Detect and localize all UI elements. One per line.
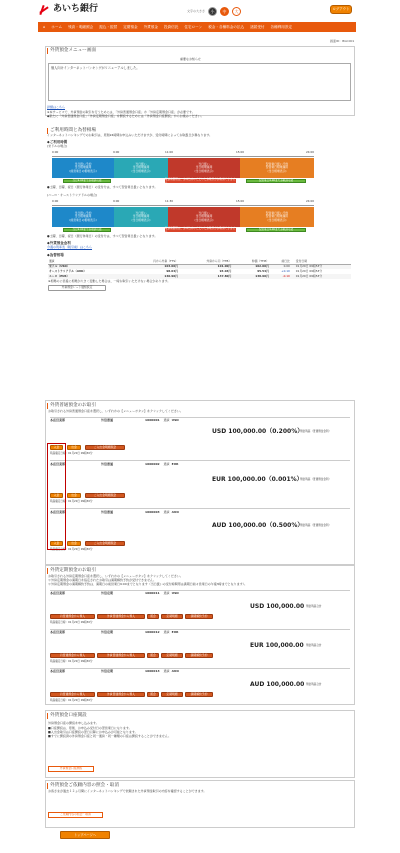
nav-item-foreign-deposit[interactable]: 外貨預金 (143, 24, 158, 29)
hours-us-label: (米ドルの場合) (47, 144, 68, 148)
td-balance-3: AUD 100,000.00 (250, 681, 305, 688)
hours-eu-label: (ユーロ・オーストラリアドルの場合) (47, 193, 98, 197)
interest-note[interactable]: 今週の利率表（税引前）はこちら (47, 245, 93, 249)
info-line-2: ◆新たに「外貨普通預金口座」「外貨定期預金口座」を開設するためには「外貨預金口座開設」からお進みください。 (47, 114, 204, 118)
account-branch: 本店営業部 (50, 418, 66, 422)
timeline-us (52, 158, 314, 178)
rate-tts: 98.04円 (166, 268, 178, 273)
font-medium-button[interactable]: 中 (220, 7, 229, 16)
account-currency: AUD (171, 510, 179, 514)
notice-title: 重要なお知らせ (180, 57, 201, 61)
cancel-ok-bar-1: 当日9:00までお取消可能 (63, 179, 111, 183)
bank-mark-icon (38, 4, 49, 15)
rate-currency: 米ドル（USD） (49, 264, 70, 269)
rate-time: 01月20日 09時53分 (295, 268, 323, 273)
history-button[interactable]: ご入出金明細照会 (85, 445, 125, 450)
rate-tts: 103.00円 (164, 264, 178, 269)
timeline-eu-box-3: 当日扱い 当日相場適用 (当日相場表示) (168, 207, 240, 227)
maturity-cancel-button[interactable]: 満期解約予約 (185, 653, 213, 658)
account-type: 外貨定期 (101, 630, 114, 634)
rate-ttm: 138.90円 (255, 273, 269, 278)
td-updated-2: 残高確定日時：01月20日 09時30分 (50, 660, 93, 663)
header (0, 0, 400, 22)
interest-title: ◆外貨預金金利 (47, 241, 71, 245)
ord-balance-note-3: 預金残高（普通預金金利） (300, 524, 332, 527)
timeline-eu-box-2: 当日扱い 当日相場適用 (当日相場表示) (114, 207, 168, 227)
bank-logo[interactable] (38, 4, 98, 15)
rate-note: ※相場の公表後に相場が大きく変動した場合は、一時お取引いただけない場合があります。 (48, 279, 171, 283)
rate-header: 前日比 (281, 258, 290, 263)
rate-alert-button[interactable]: 外貨預金レート通知設定 (48, 285, 106, 291)
account-currency-label: 通貨 (163, 462, 170, 466)
timeline-box-2: 当日扱い 当日相場適用 (当日相場表示) (114, 158, 168, 178)
maturity-cancel-button[interactable]: 満期解約予約 (185, 614, 213, 619)
cancel-ok-bar-eu-1: 当日9:00までお取消可能 (63, 228, 111, 232)
withdraw-button[interactable]: 出金 (67, 445, 81, 450)
open-line-1: 外貨預金口座の開設を申し込みます。 (48, 721, 99, 725)
time-deposit-title: 外貨定期預金のお取引 (47, 568, 96, 574)
nav-item-home[interactable]: ホーム (51, 24, 63, 29)
time-details-button[interactable]: 定期明細 (161, 653, 183, 658)
hours-footnote-us: ●土曜、日曜、祝日（銀行休業日）の受付分は、すべて翌営業日扱いとなります。 (47, 185, 158, 189)
time-deposit-desc: お取引される外貨定期預金口座を選択し、いずれかの【メニューボタン】をクリックしてください。 (48, 574, 183, 578)
hours-title: ご利用時間と為替相場 (47, 128, 96, 134)
rate-title: ◆為替相場 (47, 253, 64, 257)
td-account-2-head (50, 631, 178, 635)
nav-item-settings[interactable]: 各種利用設定 (270, 24, 293, 29)
ord-balance-1: USD 100,000.00（0.200%） (212, 428, 304, 435)
account-branch: 本店営業部 (50, 630, 66, 634)
cancel-ok-bar-eu-2: 翌営業日9:00までお取消可能 (246, 228, 306, 232)
font-size-label: 文字の大きさ (187, 8, 206, 13)
inquiry-button[interactable]: 照会 (147, 692, 159, 697)
account-currency: USD (171, 418, 179, 422)
deposit-button[interactable]: 入金 (50, 445, 63, 450)
td-account-3-head (50, 670, 179, 674)
rate-diff: 0.00 (283, 264, 290, 269)
ordinary-title: 外貨普通預金のお取引 (47, 403, 96, 409)
time-eu-3: 15:00 (236, 199, 245, 203)
history-inquiry-button[interactable]: ご依頼内容の照会・取消 (48, 812, 103, 818)
deposit-from-foreign-button[interactable]: 外貨普通預金から預入 (97, 614, 145, 619)
time-4: 24:00 (306, 150, 315, 154)
deposit-button[interactable]: 入金 (50, 493, 63, 498)
inquiry-button[interactable]: 照会 (147, 614, 159, 619)
bank-name: あいち銀行 (53, 4, 99, 14)
withdraw-button[interactable]: 出金 (67, 541, 81, 546)
rate-tts: 140.90円 (164, 273, 178, 278)
account-branch: 本店営業部 (50, 462, 66, 466)
nav-item-time-deposit[interactable]: 定期預金 (123, 24, 138, 29)
time-eu-2: 11:30 (165, 199, 174, 203)
cancel-ng-bar: 取消時間帯は、お申込みいただいたお取引がお取消できません (165, 177, 236, 184)
td-balance-note-1: 預金残高合計 (306, 605, 322, 608)
rate-diff: -0.10 (282, 273, 290, 278)
account-currency: AUD (171, 669, 179, 673)
rate-time: 01月20日 09時53分 (295, 264, 323, 269)
account-number: 1000002 (145, 462, 160, 466)
rate-currency: オーストラリアドル（AUD） (49, 268, 87, 273)
table-row (48, 274, 351, 279)
history-button[interactable]: ご入出金明細照会 (85, 493, 125, 498)
account-currency-label: 通貨 (163, 669, 170, 673)
deposit-from-foreign-button[interactable]: 外貨普通預金から預入 (97, 692, 145, 697)
history-desc: お客さまが過去１２ヵ月間にインターネットバンキングで依頼された外貨預金取引の内容を確認することができます。 (48, 789, 207, 793)
cancel-ok-bar-2: 翌営業日9:00までお取消可能 (246, 179, 306, 183)
ord-account-3-head (50, 511, 179, 515)
timeline-box-1: 当日扱い予約 当日相場適用 (前営業日の相場表示) (52, 158, 114, 178)
deposit-from-foreign-button[interactable]: 外貨普通預金から預入 (97, 653, 145, 658)
rate-header: 円から外貨（TTS） (153, 258, 178, 263)
notice-more-link[interactable]: 詳細はこちら (47, 105, 66, 109)
time-1: 9:00 (113, 150, 120, 154)
rate-currency: ユーロ（EUR） (49, 273, 70, 278)
history-title: 外貨預金ご依頼内容の照会・取消 (47, 783, 119, 789)
td-account-1-head (50, 592, 179, 596)
page-title: 外貨預金メニュー画面 (47, 48, 96, 54)
account-number: 1000011 (145, 591, 160, 595)
rate-diff: +0.10 (281, 268, 290, 273)
td-balance-2: EUR 100,000.00 (250, 642, 304, 649)
ord-balance-note-2: 預金残高（普通預金金利） (300, 478, 332, 481)
open-account-button[interactable]: 外貨預金口座開設 (48, 766, 94, 772)
time-3: 15:00 (236, 150, 245, 154)
account-currency-label: 通貨 (163, 418, 170, 422)
global-nav (38, 22, 356, 32)
deposit-from-yen-button[interactable]: 円普通預金から預入 (50, 692, 95, 697)
font-large-button[interactable]: 大 (232, 7, 241, 16)
timeline-eu-box-4: 翌営業日扱い予約 翌営業日相場適用 (当日相場表示) (240, 207, 314, 227)
logout-button[interactable]: ログアウト (330, 5, 352, 14)
time-2: 11:00 (165, 150, 174, 154)
account-number: 1000013 (145, 669, 160, 673)
account-number: 1000001 (145, 418, 160, 422)
time-eu-4: 24:00 (306, 199, 315, 203)
deposit-from-yen-button[interactable]: 円普通預金から預入 (50, 614, 95, 619)
home-icon: ⌂ (43, 24, 46, 29)
font-size-switcher (187, 7, 241, 16)
nav-item-requests[interactable]: 諸届受付 (250, 24, 265, 29)
ord-balance-note-1: 預金残高（普通預金金利） (300, 430, 332, 433)
rate-header: 通貨 (49, 258, 55, 263)
timeline-axis (52, 156, 314, 157)
td-balance-1: USD 100,000.00 (250, 603, 305, 610)
hours-subtitle: ◆ご利用時間 (47, 140, 68, 144)
timeline-eu (52, 207, 314, 227)
notice-body: 個人向けインターネットバンキングがリニューアルしました。 (51, 66, 140, 70)
ord-balance-2: EUR 100,000.00（0.001%） (212, 476, 303, 483)
timeline-box-4: 翌営業日扱い予約 翌営業日相場適用 (当日相場表示) (240, 158, 314, 178)
account-type: 外貨普通 (101, 510, 114, 514)
td-updated-1: 残高確定日時：01月20日 09時30分 (50, 621, 93, 624)
deposit-button[interactable]: 入金 (50, 541, 63, 546)
ord-updated-2: 残高確定日時：01月20日 09時30分 (50, 500, 93, 503)
rate-header: 受付日時 (295, 258, 307, 263)
rate-table (48, 259, 351, 279)
timeline-box-3: 当日扱い 当日相場適用 (当日相場表示) (168, 158, 240, 178)
account-currency-label: 通貨 (163, 591, 170, 595)
td-balance-note-2: 預金残高合計 (306, 644, 322, 647)
account-currency: EUR (171, 630, 179, 634)
nav-item-balance[interactable]: 残高・明細照会 (68, 24, 94, 29)
time-deposit-note-2: ＊外貨定期預金の満期解約予約は、満期日の前営業日9:00までとなります（当日扱いの受付時間帯は満期日前々営業日の午後3時までとなります）。 (48, 582, 248, 586)
deposit-from-yen-button[interactable]: 円普通預金から預入 (50, 653, 95, 658)
time-details-button[interactable]: 定期明細 (161, 692, 183, 697)
time-eu-1: 9:00 (113, 199, 120, 203)
screen-id: 画面ID：BGC001 (330, 39, 355, 43)
time-deposit-note-1: ＊外貨定期預金の満期日を指定されたお取引は満期解約予約が受付できません。 (48, 578, 157, 582)
font-small-button[interactable]: 小 (208, 7, 217, 16)
account-currency: USD (171, 591, 179, 595)
highlight-deposit-buttons (47, 443, 66, 550)
nav-item-housing-loan[interactable]: 住宅ローン (184, 24, 203, 29)
rate-ttb: 137.80円 (217, 273, 232, 278)
ord-account-2-head (50, 463, 178, 467)
top-page-button[interactable]: トップページへ (60, 831, 110, 839)
timeline-eu-box-1: 当日扱い予約 当日相場適用 (前営業日の相場表示) (52, 207, 114, 227)
maturity-cancel-button[interactable]: 満期解約予約 (185, 692, 213, 697)
ord-updated-1: 残高確定日時：01月20日 09時30分 (50, 452, 93, 455)
ord-balance-3: AUD 100,000.00（0.500%） (212, 522, 304, 529)
withdraw-button[interactable]: 出金 (67, 493, 81, 498)
account-branch: 本店営業部 (50, 591, 66, 595)
notice-box (48, 63, 351, 101)
open-title: 外貨預金口座開設 (47, 713, 87, 719)
ord-account-1-head (50, 419, 179, 423)
ord-updated-3: 残高確定日時：01月20日 09時30分 (50, 548, 93, 551)
open-line-3: ■入出金取引は口座開設の翌日以降にお申込みが可能となります。 (48, 730, 138, 734)
account-currency: EUR (171, 462, 179, 466)
nav-item-investment[interactable]: 投資信託 (163, 24, 179, 29)
account-type: 外貨普通 (101, 462, 114, 466)
account-currency-label: 通貨 (163, 510, 170, 514)
rate-ttm: 95.54円 (257, 268, 269, 273)
account-type: 外貨普通 (101, 418, 114, 422)
info-line-1: ※本サービスで、外貨預金の取引を行うためには、「外貨普通預金口座」か「外貨定期預金口座」が必要です。 (47, 110, 195, 114)
account-currency-label: 通貨 (163, 630, 170, 634)
history-button[interactable]: ご入出金明細照会 (85, 541, 125, 546)
hours-footnote-eu: ●土曜、日曜、祝日（銀行休業日）の受付分は、すべて翌営業日扱いとなります。 (47, 234, 158, 238)
inquiry-button[interactable]: 照会 (147, 653, 159, 658)
time-eu-0: 0:00 (52, 199, 59, 203)
timeline-axis-eu (52, 205, 314, 206)
rate-header: 仲値（TTM） (251, 258, 269, 263)
nav-item-transfer[interactable]: 振込・振替 (99, 24, 118, 29)
td-balance-note-3: 預金残高合計 (306, 683, 322, 686)
cancel-ng-bar-eu: 取消時間帯は、お申込みいただいたお取引がお取消できません (165, 226, 236, 233)
account-number: 1000012 (145, 630, 160, 634)
rate-time: 01月20日 09時53分 (295, 273, 323, 278)
open-line-2: ■口座開設は、原則、お申込み受付日の翌営業日になります。 (48, 726, 132, 730)
time-0: 0:00 (52, 150, 59, 154)
account-branch: 本店営業部 (50, 669, 66, 673)
rate-header: 外貨から円（TTB） (206, 258, 232, 263)
rate-ttm: 102.00円 (255, 264, 269, 269)
open-line-4: ■すでに開設済の外貨預金口座と同一通貨・同一種類の口座は開設することができません。 (48, 734, 172, 738)
rate-ttb: 101.00円 (217, 264, 232, 269)
account-type: 外貨定期 (101, 669, 114, 673)
account-type: 外貨定期 (101, 591, 114, 595)
account-branch: 本店営業部 (50, 510, 66, 514)
ordinary-desc: お取引される外貨普通預金口座を選択し、いずれかの【メニューボタン】をクリックしてください。 (48, 409, 183, 413)
time-details-button[interactable]: 定期明細 (161, 614, 183, 619)
account-number: 1000003 (145, 510, 160, 514)
nav-item-tax[interactable]: 税金・各種料金の払込 (208, 24, 245, 29)
rate-ttb: 93.04円 (219, 268, 232, 273)
td-updated-3: 残高確定日時：01月20日 09時30分 (50, 699, 93, 702)
hours-desc: インターネットバンキングでのお取引は、原則24時間お申込みいただけますが、受付時間によってお取扱日が異なります。 (47, 133, 213, 137)
